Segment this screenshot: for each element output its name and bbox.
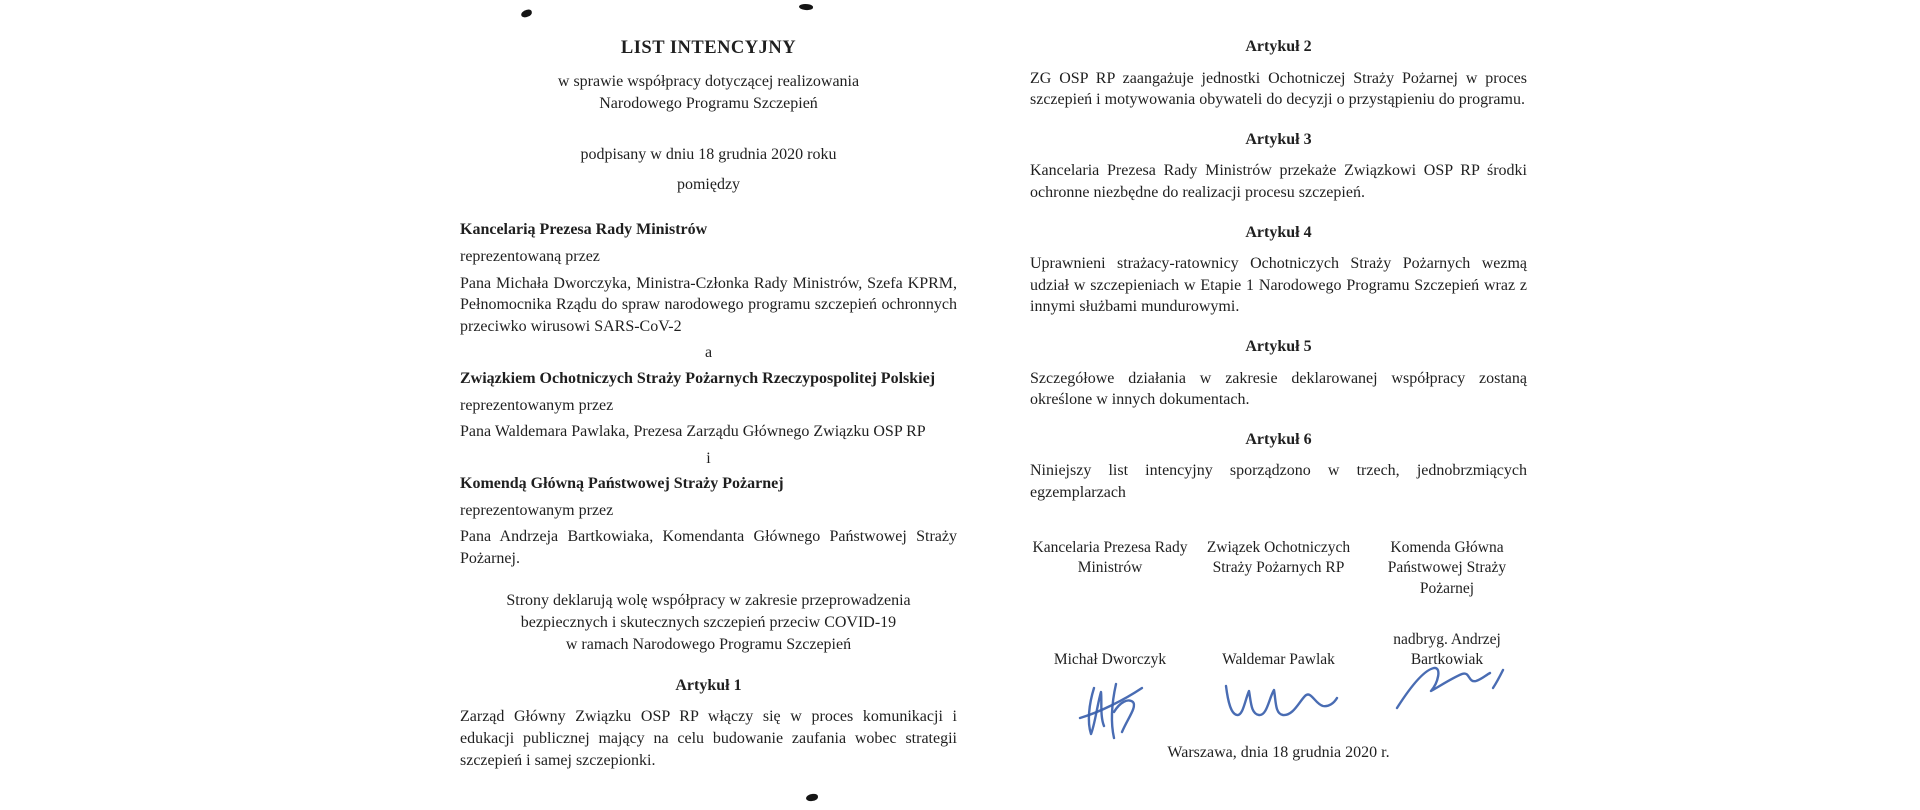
- signer-name: Waldemar Pawlak: [1222, 651, 1335, 669]
- declaration-line-3: w ramach Narodowego Programu Szczepień: [565, 636, 852, 654]
- organization-kprm: Kancelaria Prezesa Rady Ministrów: [1032, 538, 1188, 577]
- declaration-line-2: bezpiecznych i skutecznych szczepień przeciw COVID-19: [520, 614, 897, 632]
- article-body: Kancelaria Prezesa Rady Ministrów przekaże Związkowi OSP RP środki ochronne niezbędne do realizacji procesu szczepień.: [1030, 162, 1527, 201]
- scan-artifact: [799, 3, 814, 11]
- signed-date-line: podpisany w dniu 18 grudnia 2020 roku: [580, 146, 837, 164]
- article-2: [1030, 36, 1527, 111]
- article-body: ZG OSP RP zaangażuje jednostki Ochotniczej Straży Pożarnej w proces szczepień i motywowania obywateli do decyzji o przystąpieniu do programu.: [1030, 69, 1527, 109]
- representative-description: Pana Waldemara Pawlaka, Prezesa Zarządu Głównego Związku OSP RP: [460, 423, 926, 441]
- scan-artifact: [806, 793, 819, 801]
- article-heading: Artykuł 2: [1245, 38, 1312, 55]
- between-label: pomiędzy: [676, 175, 741, 193]
- signer-name: nadbryg. Andrzej Bartkowiak: [1393, 630, 1501, 669]
- article-6: [1030, 429, 1527, 504]
- party-name: Związkiem Ochotniczych Straży Pożarnych Rzeczypospolitej Polskiej: [460, 369, 936, 387]
- article-body: Niniejszy list intencyjny sporządzono w trzech, jednobrzmiących egzemplarzach: [1030, 462, 1527, 501]
- organization-osp: Związek Ochotniczych Straży Pożarnych RP: [1206, 538, 1351, 577]
- represented-by-label: reprezentowanym przez: [460, 501, 614, 519]
- signature-cell-bartkowiak: [1367, 626, 1527, 740]
- organization-psp: Komenda Główna Państwowej Straży Pożarnej: [1387, 538, 1507, 598]
- article-heading: Artykuł 1: [675, 676, 742, 694]
- article-heading: Artykuł 5: [1245, 337, 1312, 355]
- declaration-statement: [460, 590, 957, 657]
- signatures-row: [1030, 626, 1527, 740]
- declaration-line-1: Strony deklarują wolę współpracy w zakresie przeprowadzenia: [506, 591, 911, 609]
- represented-by-label: reprezentowaną przez: [460, 247, 600, 265]
- document-title: LIST INTENCYJNY: [620, 38, 797, 58]
- article-body: Szczegółowe działania w zakresie deklarowanej współpracy zostaną określone w innych dokumentach.: [1030, 369, 1527, 409]
- article-body: Zarząd Główny Związku OSP RP włączy się w proces komunikacji i edukacji publicznej mający na celu budowanie zaufania wobec strategii szczepień i samej szczepionki.: [460, 708, 957, 769]
- signatory-organizations: [1030, 538, 1527, 601]
- article-heading: Artykuł 4: [1245, 223, 1312, 241]
- document-subtitle-line-2: Narodowego Programu Szczepień: [599, 94, 818, 112]
- signer-name: Michał Dworczyk: [1053, 651, 1167, 669]
- party-psp: [460, 473, 957, 569]
- representative-description: Pana Michała Dworczyka, Ministra-Członka Rady Ministrów, Szefa KPRM, Pełnomocnika Rządu do spraw narodowego programu szczepień ochronnych przeciwko wirusowi SARS-CoV-2: [460, 274, 957, 335]
- article-4: [1030, 222, 1527, 318]
- party-kprm: [460, 219, 957, 337]
- document-subtitle-line-1: w sprawie współpracy dotyczącej realizowania: [557, 72, 860, 90]
- article-body: Uprawnieni strażacy-ratownicy Ochotniczych Straży Pożarnych wezmą udział w szczepieniach w Etapie 1 Narodowego Programu Szczepień wraz z innymi służbami mundurowymi.: [1030, 255, 1527, 316]
- bartkowiak-signature: [1389, 656, 1505, 716]
- article-1: [460, 675, 957, 771]
- signature-cell-pawlak: [1199, 626, 1359, 740]
- signature-cell-dworczyk: [1030, 626, 1190, 740]
- scan-artifact: [520, 9, 532, 18]
- place-date-line: Warszawa, dnia 18 grudnia 2020 r.: [1167, 744, 1390, 762]
- party-osp: [460, 368, 957, 443]
- represented-by-label: reprezentowanym przez: [460, 396, 614, 414]
- document-right-column: [1030, 28, 1527, 764]
- conjunction-a: a: [704, 344, 713, 362]
- article-3: [1030, 129, 1527, 204]
- pawlak-signature: [1218, 672, 1340, 728]
- article-heading: Artykuł 3: [1245, 130, 1312, 148]
- party-name: Komendą Główną Państwowej Straży Pożarnej: [460, 475, 784, 493]
- representative-description: Pana Andrzeja Bartkowiaka, Komendanta Głównego Państwowej Straży Pożarnej.: [460, 528, 957, 568]
- party-name: Kancelarią Prezesa Rady Ministrów: [460, 221, 708, 239]
- conjunction-i: i: [706, 449, 711, 467]
- document-left-column: [460, 36, 957, 771]
- article-5: [1030, 336, 1527, 411]
- dworczyk-signature: [1070, 672, 1150, 740]
- article-heading: Artykuł 6: [1245, 430, 1312, 448]
